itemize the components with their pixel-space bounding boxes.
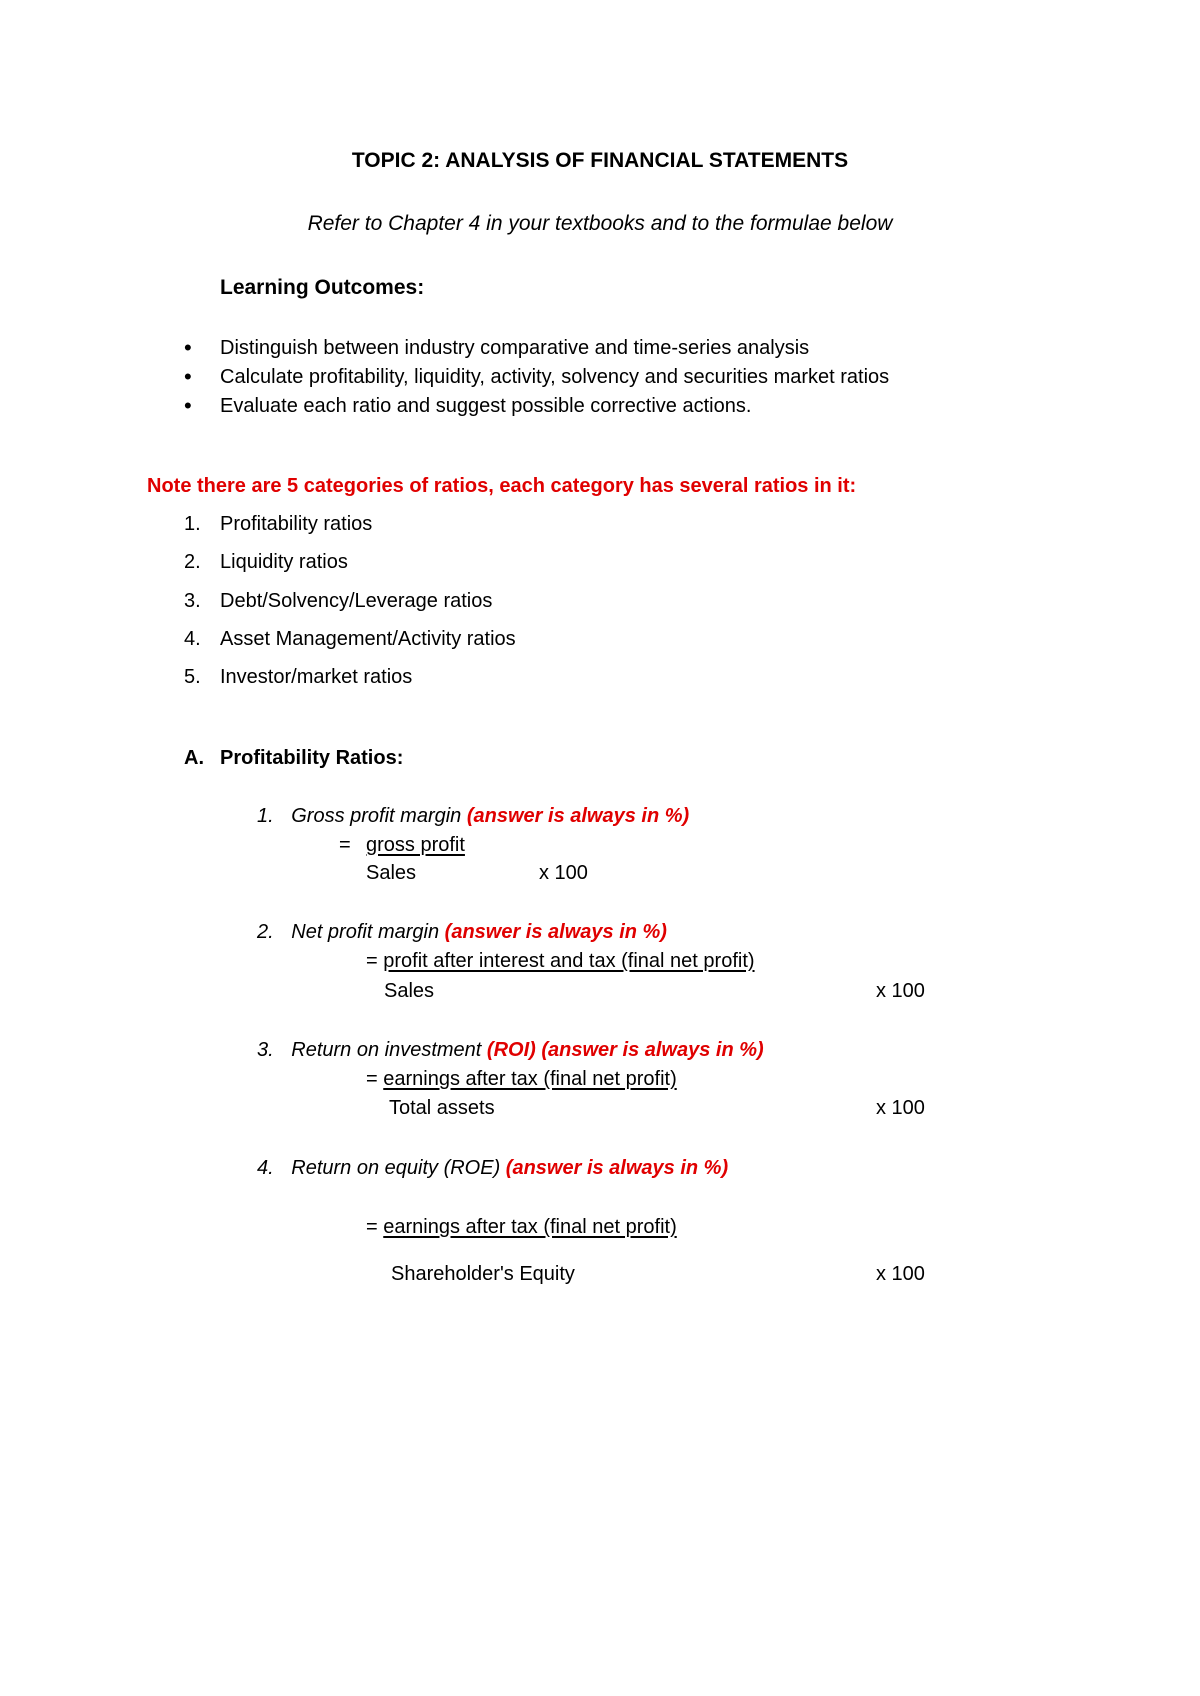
ratio-heading <box>257 1040 764 1060</box>
formula-numerator: earnings after tax (final net profit) <box>383 1068 677 1090</box>
formula-multiplier: x 100 <box>539 862 588 884</box>
ratio-name: Return on investment <box>291 1039 482 1061</box>
formula-line <box>366 1217 677 1237</box>
category-number: 3. <box>184 590 201 612</box>
category-number: 2. <box>184 551 201 573</box>
formula-multiplier: x 100 <box>876 1263 925 1285</box>
formula-equals: = <box>366 1068 378 1090</box>
formula-numerator: earnings after tax (final net profit) <box>383 1216 677 1238</box>
formula-denominator: Shareholder's Equity <box>391 1263 575 1285</box>
section-heading: Profitability Ratios: <box>220 747 404 769</box>
formula-denominator: Sales <box>384 980 435 1002</box>
category-number: 4. <box>184 628 201 650</box>
learning-outcome-item: Distinguish between industry comparative and time-series analysis <box>220 337 810 359</box>
category-label: Liquidity ratios <box>220 551 348 573</box>
ratio-heading <box>257 1158 728 1178</box>
category-label: Profitability ratios <box>220 513 373 535</box>
category-label: Asset Management/Activity ratios <box>220 628 516 650</box>
ratio-unit-note: (answer is always in %) <box>541 1039 764 1061</box>
bullet-icon: • <box>184 393 192 418</box>
page-subtitle: Refer to Chapter 4 in your textbooks and to the formulae below <box>307 212 893 235</box>
category-number: 1. <box>184 513 201 535</box>
bullet-icon: • <box>184 335 192 360</box>
formula-equals: = <box>366 950 378 972</box>
learning-outcomes-heading: Learning Outcomes: <box>220 276 425 299</box>
ratio-number: 3. <box>257 1039 274 1061</box>
bullet-icon: • <box>184 364 192 389</box>
formula-numerator: profit after interest and tax (final net profit) <box>383 950 755 972</box>
categories-note: Note there are 5 categories of ratios, each category has several ratios in it: <box>147 475 857 497</box>
ratio-unit-note: (answer is always in %) <box>505 1157 729 1179</box>
ratio-abbreviation: (ROI) <box>486 1039 536 1061</box>
learning-outcome-item: Evaluate each ratio and suggest possible corrective actions. <box>220 395 752 417</box>
ratio-number: 4. <box>257 1157 274 1179</box>
ratio-heading <box>257 806 689 826</box>
formula-line <box>366 951 755 971</box>
ratio-name: Gross profit margin <box>291 805 462 827</box>
category-number: 5. <box>184 666 201 688</box>
ratio-number: 1. <box>257 805 274 827</box>
formula-line <box>366 1069 677 1089</box>
formula-equals: = <box>339 834 351 856</box>
ratio-name: Net profit margin <box>291 921 440 943</box>
formula-equals: = <box>366 1216 378 1238</box>
formula-multiplier: x 100 <box>876 1097 925 1119</box>
section-letter: A. <box>184 747 204 769</box>
formula-denominator: Total assets <box>389 1097 495 1119</box>
page-title: TOPIC 2: ANALYSIS OF FINANCIAL STATEMENTS <box>351 149 849 172</box>
ratio-name: Return on equity (ROE) <box>291 1157 501 1179</box>
ratio-heading <box>257 922 667 942</box>
category-label: Investor/market ratios <box>220 666 413 688</box>
formula-multiplier: x 100 <box>876 980 925 1002</box>
learning-outcome-item: Calculate profitability, liquidity, activity, solvency and securities market ratios <box>220 366 890 388</box>
ratio-number: 2. <box>257 921 274 943</box>
formula-numerator: gross profit <box>366 834 465 856</box>
ratio-unit-note: (answer is always in %) <box>466 805 690 827</box>
formula-denominator: Sales <box>366 862 417 884</box>
ratio-unit-note: (answer is always in %) <box>444 921 667 943</box>
category-label: Debt/Solvency/Leverage ratios <box>220 590 493 612</box>
